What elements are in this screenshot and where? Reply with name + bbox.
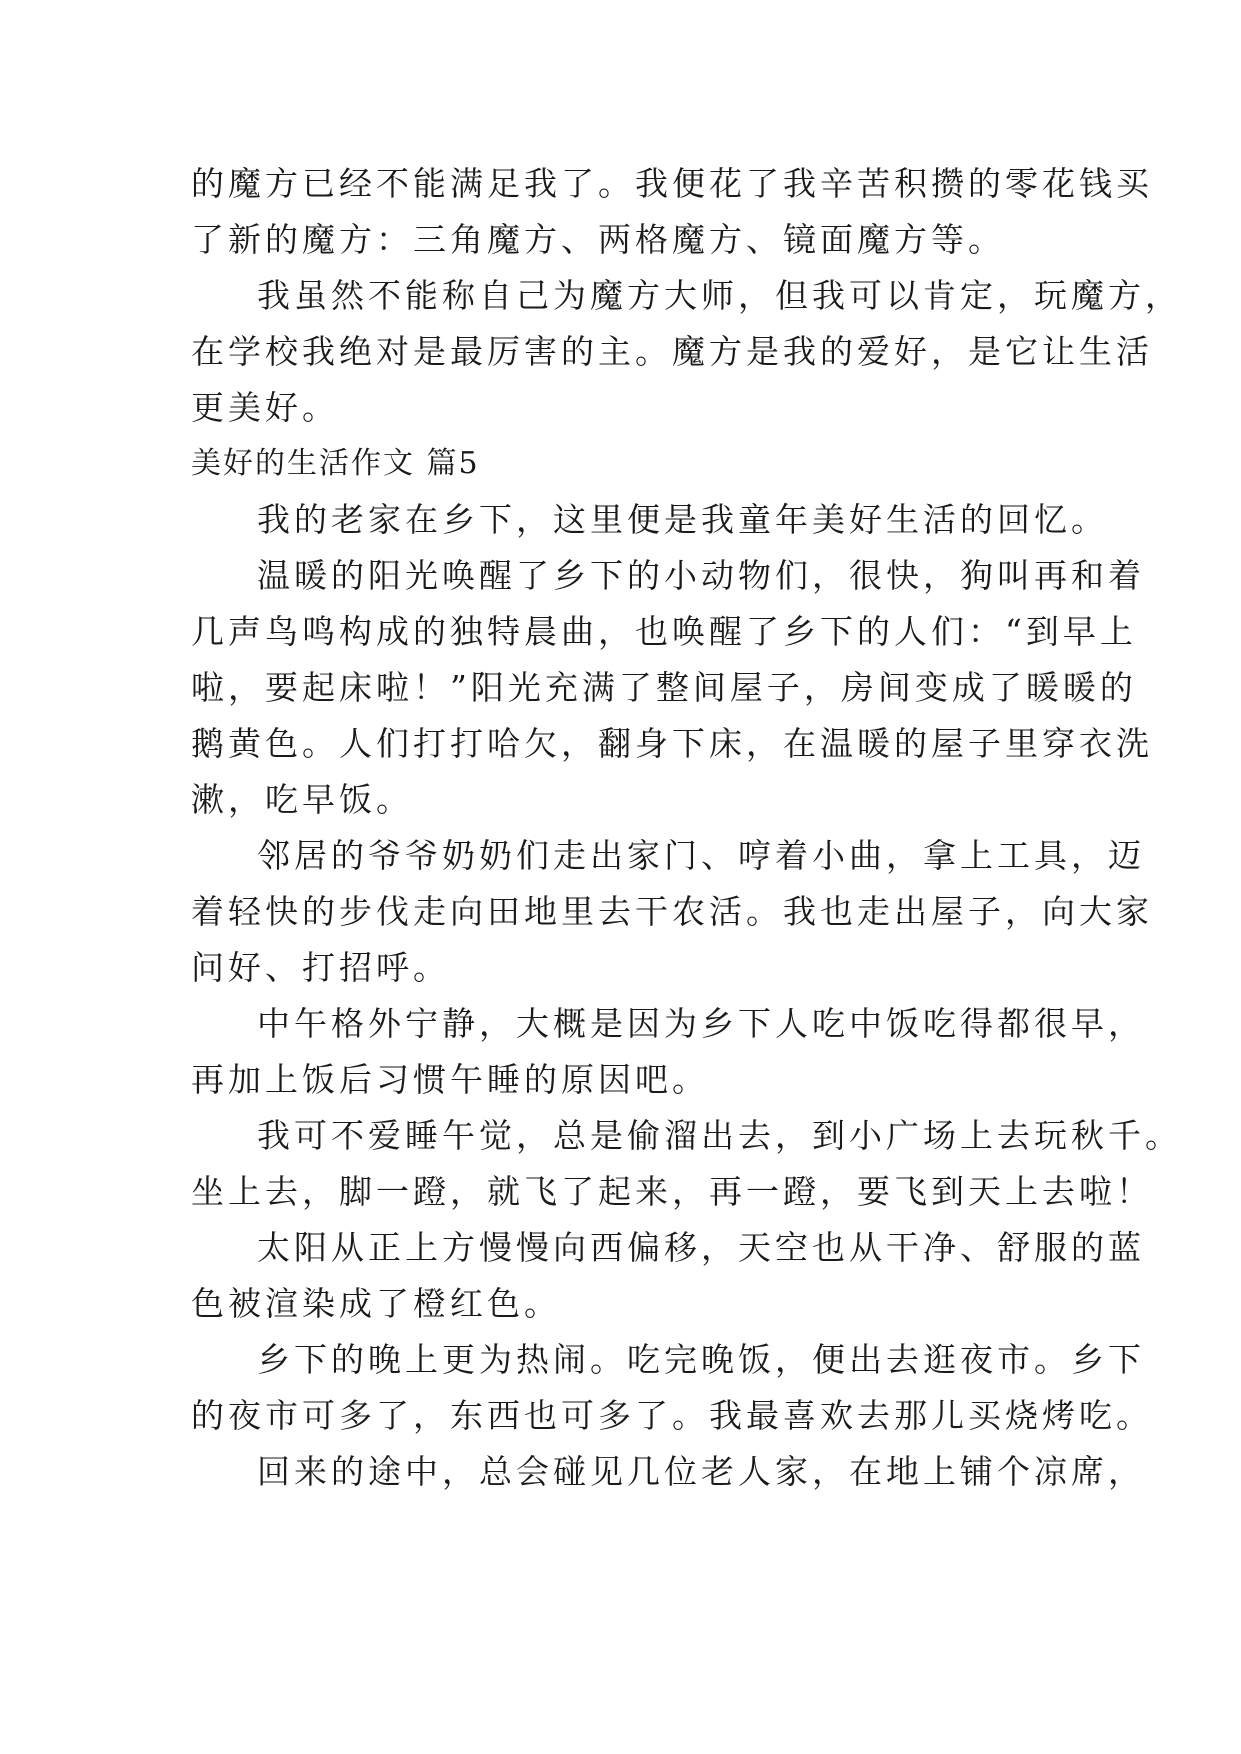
paragraph-closing xyxy=(191,268,1182,436)
text-line: 啦，要起床啦！”阳光充满了整间屋子，房间变成了暖暖的 xyxy=(191,668,1137,707)
text-line: 几声鸟鸣构成的独特晨曲，也唤醒了乡下的人们：“到早上 xyxy=(191,612,1137,651)
paragraph-continuation xyxy=(191,156,1153,268)
paragraph-1 xyxy=(191,492,1108,548)
text-line: 色被渲染成了橙红色。 xyxy=(191,1284,561,1323)
text-line: 中午格外宁静，大概是因为乡下人吃中饭吃得都很早， xyxy=(257,1004,1145,1043)
text-line: 在学校我绝对是最厉害的主。魔方是我的爱好，是它让生活 xyxy=(191,332,1153,371)
text-line: 我可不爱睡午觉，总是偷溜出去，到小广场上去玩秋千。 xyxy=(257,1116,1182,1155)
text-line: 乡下的晚上更为热闹。吃完晚饭，便出去逛夜市。乡下 xyxy=(257,1340,1145,1379)
document-page xyxy=(191,156,1182,1500)
text-line: 我虽然不能称自己为魔方大师，但我可以肯定，玩魔方， xyxy=(257,276,1182,315)
paragraph-5 xyxy=(191,1108,1182,1220)
text-line: 了新的魔方：三角魔方、两格魔方、镜面魔方等。 xyxy=(191,220,1005,259)
section-title: 美好的生活作文 篇5 xyxy=(191,446,480,481)
text-line: 更美好。 xyxy=(191,388,339,427)
paragraph-4 xyxy=(191,996,1145,1108)
text-line: 的夜市可多了，东西也可多了。我最喜欢去那儿买烧烤吃。 xyxy=(191,1396,1153,1435)
text-line: 的魔方已经不能满足我了。我便花了我辛苦积攒的零花钱买 xyxy=(191,164,1153,203)
text-line: 温暖的阳光唤醒了乡下的小动物们，很快，狗叫再和着 xyxy=(257,556,1145,595)
text-line: 太阳从正上方慢慢向西偏移，天空也从干净、舒服的蓝 xyxy=(257,1228,1145,1267)
text-line: 回来的途中，总会碰见几位老人家，在地上铺个凉席， xyxy=(257,1452,1145,1491)
paragraph-3 xyxy=(191,828,1153,996)
text-line: 邻居的爷爷奶奶们走出家门、哼着小曲，拿上工具，迈 xyxy=(257,836,1145,875)
text-line: 鹅黄色。人们打打哈欠，翻身下床，在温暖的屋子里穿衣洗 xyxy=(191,724,1153,763)
paragraph-6 xyxy=(191,1220,1145,1332)
paragraph-8 xyxy=(191,1444,1145,1500)
paragraph-7 xyxy=(191,1332,1153,1444)
text-line: 漱，吃早饭。 xyxy=(191,780,413,819)
text-line: 问好、打招呼。 xyxy=(191,948,450,987)
paragraph-2 xyxy=(191,548,1153,828)
text-line: 再加上饭后习惯午睡的原因吧。 xyxy=(191,1060,709,1099)
text-line: 我的老家在乡下，这里便是我童年美好生活的回忆。 xyxy=(257,500,1108,539)
text-line: 坐上去，脚一蹬，就飞了起来，再一蹬，要飞到天上去啦！ xyxy=(191,1172,1153,1211)
text-line: 着轻快的步伐走向田地里去干农活。我也走出屋子，向大家 xyxy=(191,892,1153,931)
